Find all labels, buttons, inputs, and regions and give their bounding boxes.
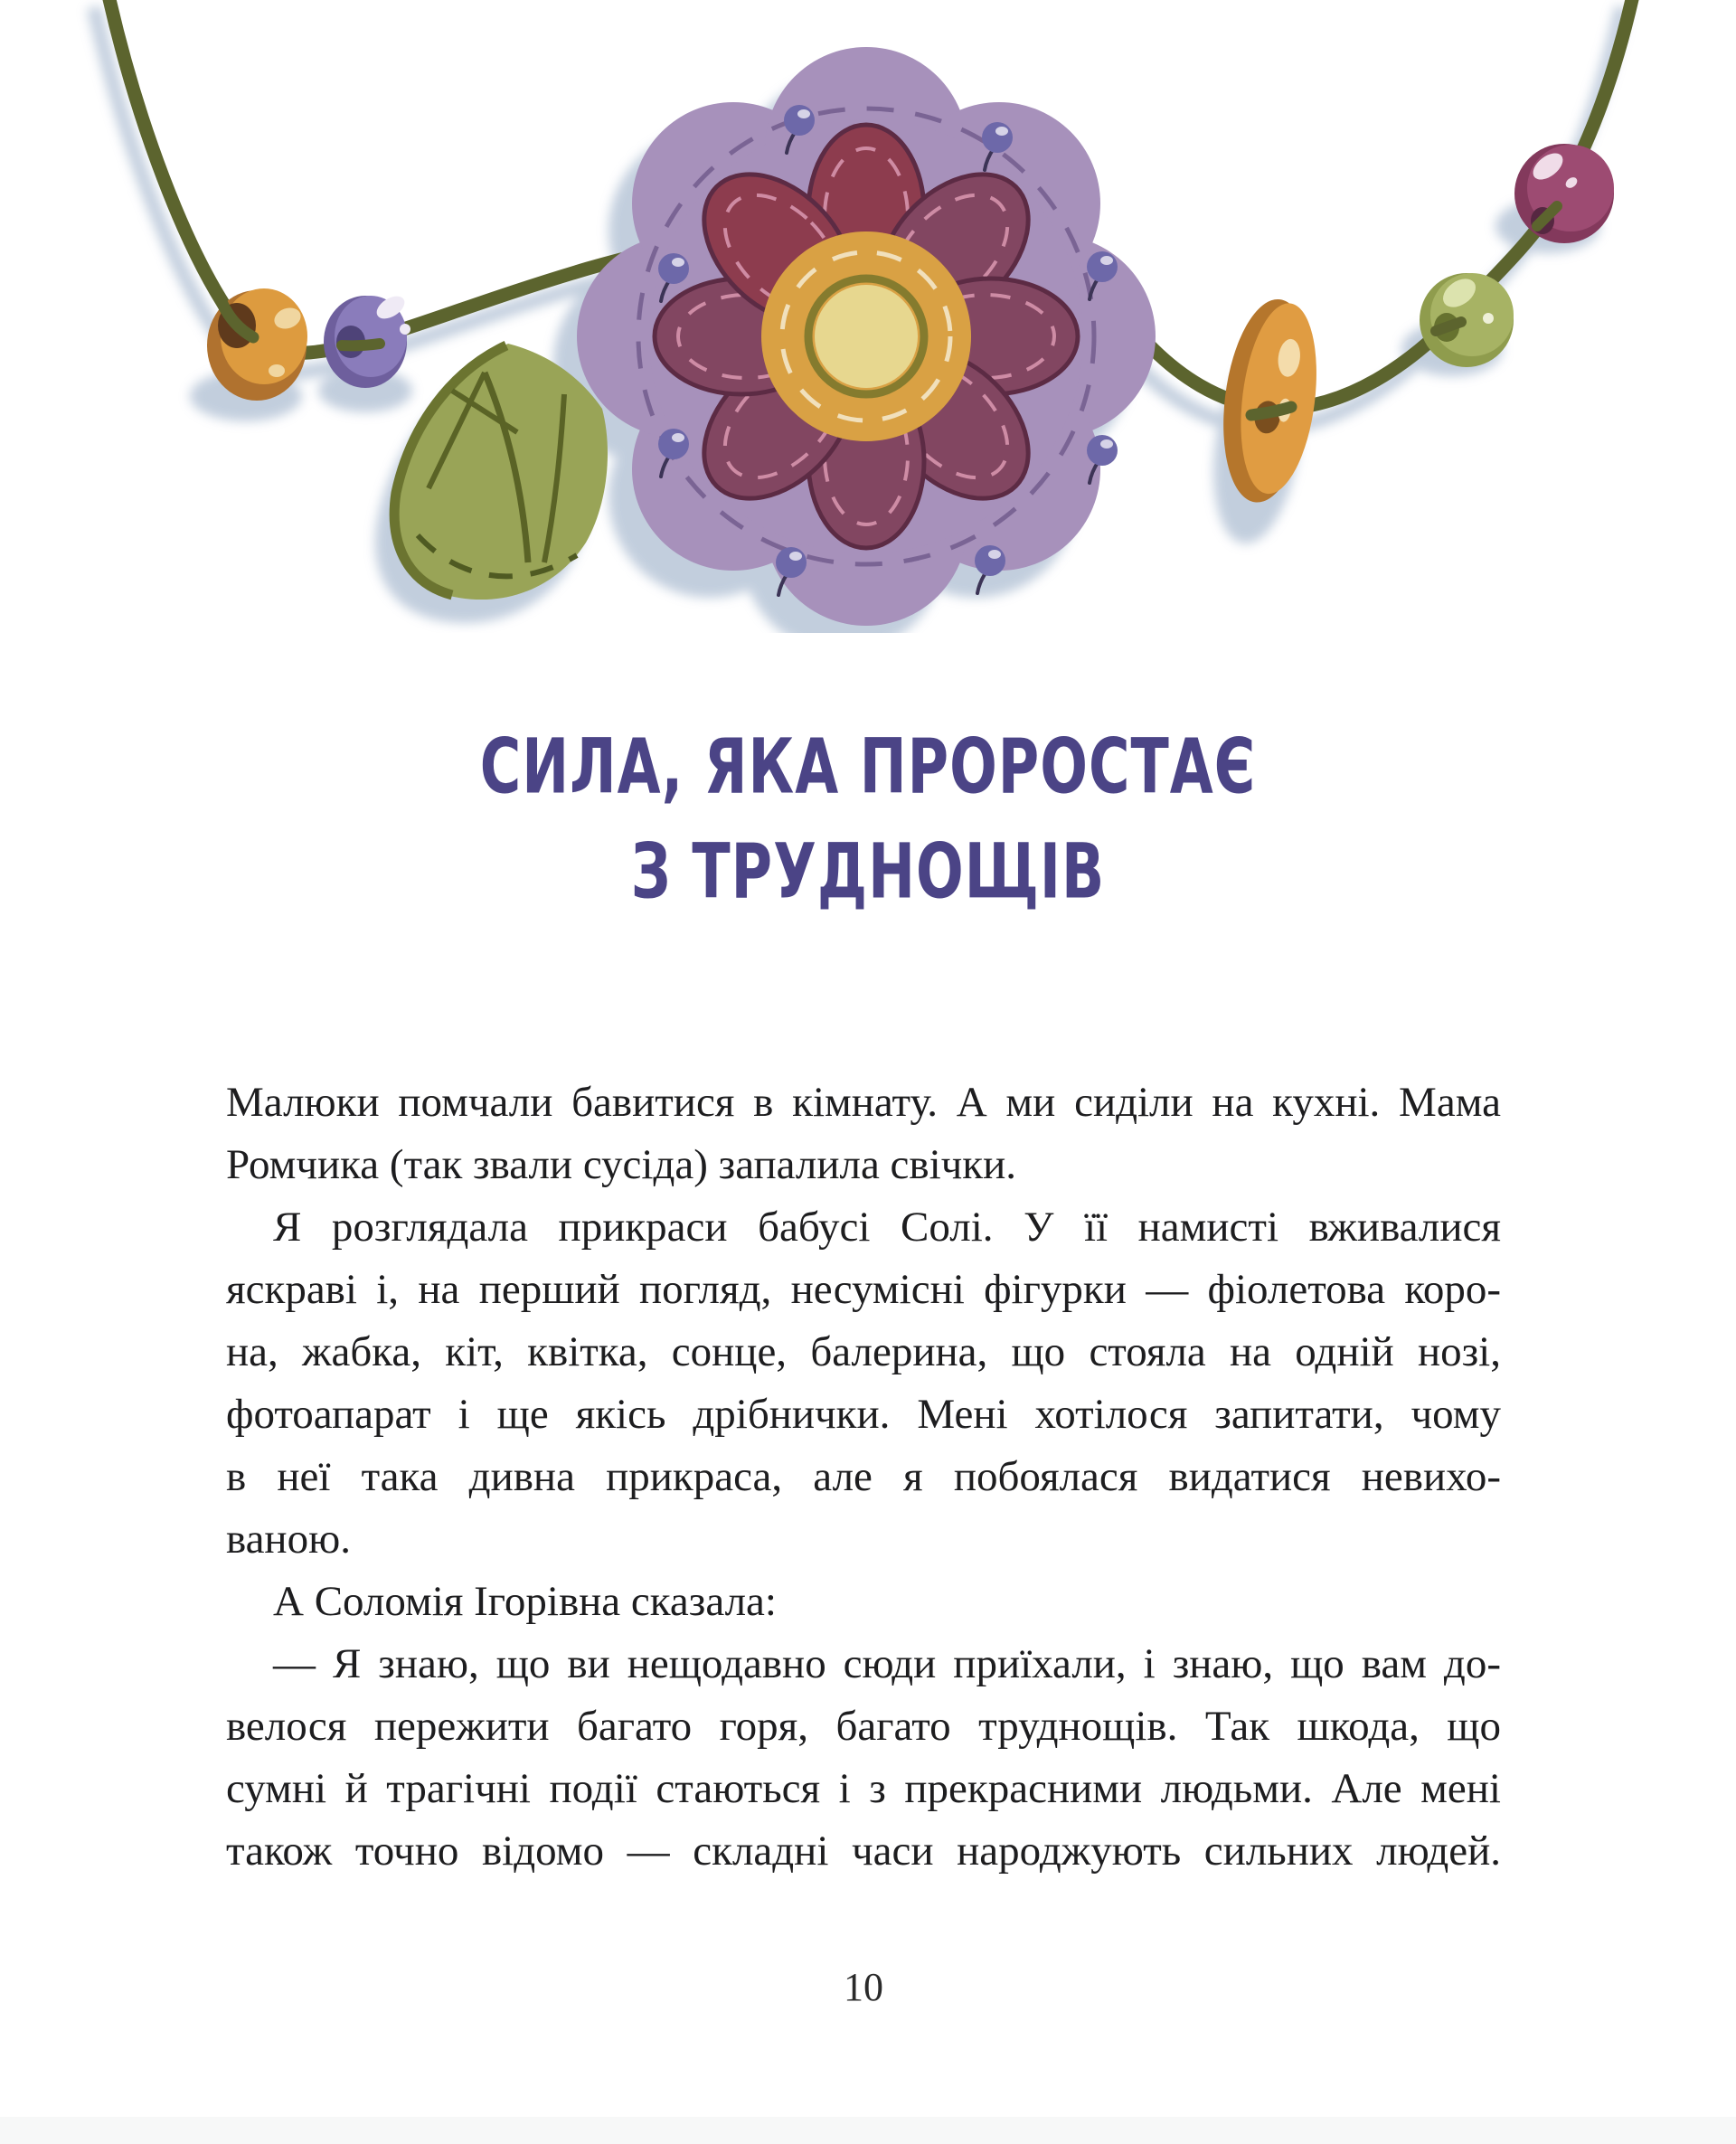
chapter-title — [0, 714, 1736, 924]
page-number: 10 — [844, 1965, 883, 2009]
body-text-line: фотоапарат і ще якісь дрібнички. Мені хотілося запитати, чому — [226, 1391, 1501, 1438]
body-text-line: ваною. — [226, 1516, 351, 1563]
body-text-line: Ромчика (так звали сусіда) запалила свічки. — [226, 1141, 1017, 1188]
body-text-line: сумні й трагічні події стаються і з прекрасними людьми. Але мені — [226, 1765, 1501, 1812]
chapter-title-line-2: З ТРУДНОЩІВ — [630, 826, 1106, 916]
felt-flower — [577, 47, 1156, 626]
body-text-line: також точно відомо — складні часи народжують сильних людей. — [226, 1828, 1501, 1875]
body-text-line: на, жабка, кіт, квітка, сонце, балерина, що стояла на одній нозі, — [226, 1328, 1501, 1375]
body-text-line: яскраві і, на перший погляд, несумісні фігурки — фіолетова коро- — [226, 1266, 1501, 1313]
bead-magenta — [1514, 144, 1614, 243]
body-text-line: Я розглядала прикраси бабусі Солі. У її намисті вживалися — [273, 1204, 1501, 1251]
body-text — [226, 1072, 1501, 1883]
bottom-edge-strip — [0, 2117, 1736, 2144]
bead-green — [1420, 273, 1514, 367]
chapter-title-line-1: СИЛА, ЯКА ПРОРОСТАЄ — [479, 722, 1257, 811]
body-text-line: велося пережити багато горя, багато труднощів. Так шкода, що — [226, 1703, 1501, 1750]
body-text-line: в неї така дивна прикраса, але я побоялася видатися невихо- — [226, 1453, 1501, 1500]
flower-center — [761, 231, 971, 441]
body-text-line: — Я знаю, що ви нещодавно сюди приїхали, і знаю, що вам до- — [273, 1640, 1501, 1687]
body-text-line: А Соломія Ігорівна сказала: — [273, 1578, 777, 1625]
bead-purple — [324, 292, 410, 388]
leaf — [392, 344, 608, 600]
body-text-line: Малюки помчали бавитися в кімнату. А ми сиділи на кухні. Мама — [226, 1079, 1501, 1126]
felt-flower-necklace-illustration — [0, 0, 1736, 633]
bead-orange-donut — [207, 288, 307, 401]
